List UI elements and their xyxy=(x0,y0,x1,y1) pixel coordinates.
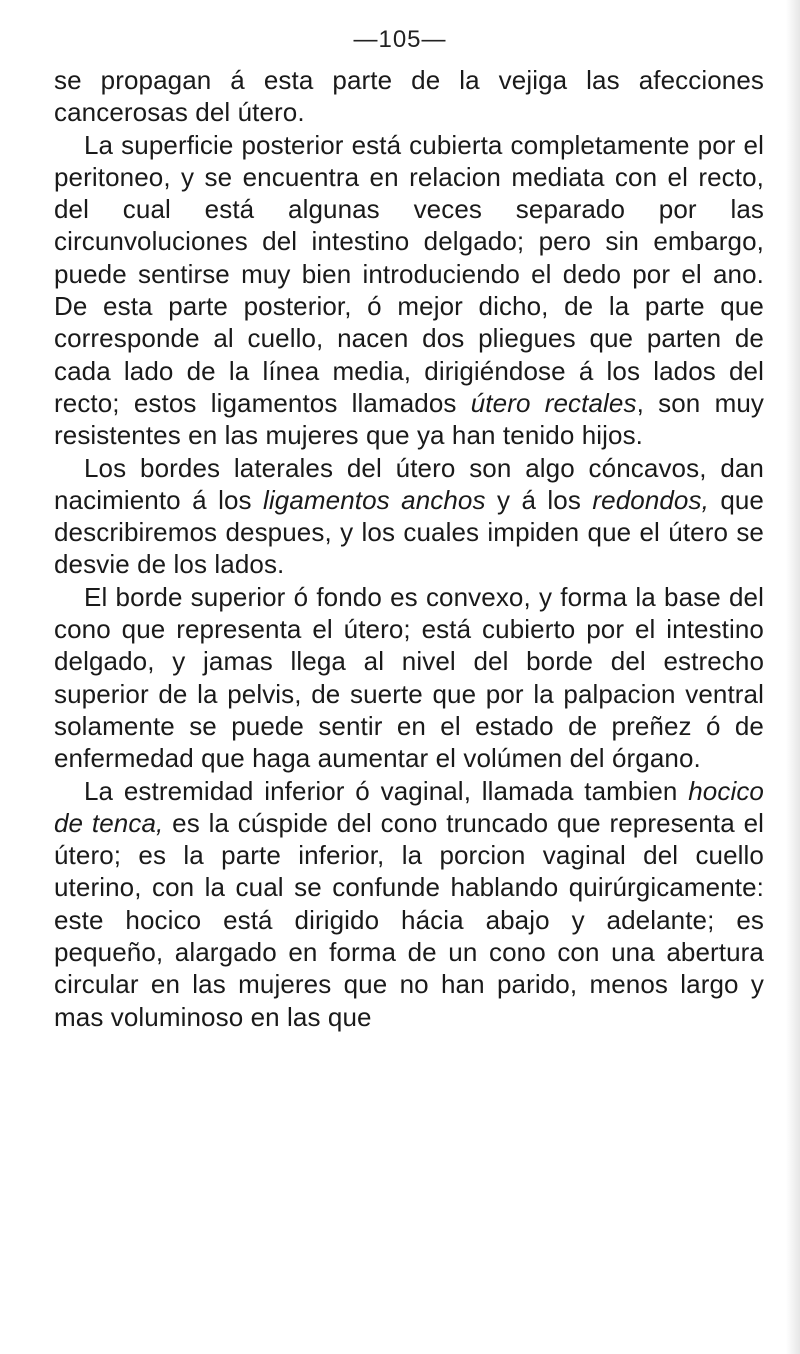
term-hocico-de-tenca: hocico de tenca, xyxy=(54,775,764,838)
term-ligamentos-anchos: ligamentos anchos xyxy=(263,484,486,515)
paragraph-superior-border: El borde superior ó fondo es convexo, y forma la base del cono que representa el útero; está cubierto por el intestino delgado, y jamas llega al nivel del borde del estrecho superior de la pelvis, de suerte que por la palpacion ventral solamente se puede sentir en el estado de preñez ó de enfermedad que haga aumentar el volúmen del órgano. xyxy=(54,581,764,774)
body-text xyxy=(54,64,764,1033)
paragraph-continuation: se propagan á esta parte de la vejiga las afecciones cancerosas del útero. xyxy=(54,65,764,128)
paragraph-lateral-borders: Los bordes laterales del útero son algo cóncavos, dan nacimiento á los ligamentos anchos y á los redondos, que describiremos despues, y los cuales impiden que el útero se desvie de los lados. xyxy=(54,452,764,580)
paragraph-posterior-surface: La superficie posterior está cubierta completamente por el peritoneo, y se encuentra en relacion mediata con el recto, del cual está algunas veces separado por las circunvoluciones del intestino delgado; pero sin embargo, puede sentirse muy bien introduciendo el dedo por el ano. De esta parte posterior, ó mejor dicho, de la parte que corresponde al cuello, nacen dos pliegues que parten de cada lado de la línea media, dirigiéndose á los lados del recto; estos ligamentos llamados útero rectales, son muy resistentes en las mujeres que ya han tenido hijos. xyxy=(54,129,764,451)
term-utero-rectales: útero rectales xyxy=(470,387,637,418)
paragraph-inferior-extremity: La estremidad inferior ó vaginal, llamada tambien hocico de tenca, es la cúspide del cono truncado que representa el útero; es la parte inferior, la porcion vaginal del cuello uterino, con la cual se confunde hablando quirúrgicamente: este hocico está dirigido hácia abajo y adelante; es pequeño, alargado en forma de un cono con una abertura circular en las mujeres que no han parido, menos largo y mas voluminoso en las que xyxy=(54,775,765,1032)
page-edge-shadow xyxy=(786,0,800,1354)
page-number: —105— xyxy=(353,26,447,53)
term-redondos: redondos, xyxy=(592,484,709,515)
